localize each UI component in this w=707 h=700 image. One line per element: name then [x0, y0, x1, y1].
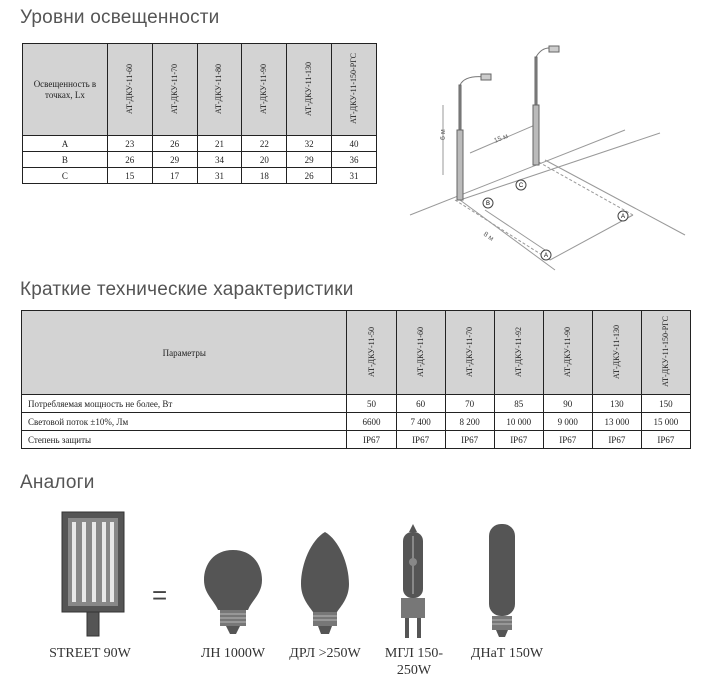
- spacing-dimension-label: 15 м: [493, 132, 510, 145]
- illumination-table: [22, 43, 377, 184]
- illumination-corner-label: Освещенность в точках, Lx: [23, 44, 108, 136]
- param-header: Параметры: [22, 311, 347, 395]
- table-cell: 7 400: [396, 413, 445, 431]
- specs-title: Краткие технические характеристики: [20, 279, 354, 300]
- table-cell: 23: [107, 136, 152, 152]
- spec-model-header: АТ-ДКУ-11-60: [396, 311, 445, 395]
- illum-model-header: АТ-ДКУ-11-90: [242, 44, 287, 136]
- metal-halide-lamp-icon: [395, 522, 431, 640]
- table-cell: IP67: [592, 431, 641, 449]
- point-a2-label: A: [543, 253, 549, 259]
- street-lighting-diagram: [395, 35, 695, 275]
- analog-label-incandescent: ЛН 1000W: [200, 646, 266, 661]
- table-row: [23, 168, 377, 184]
- table-cell: 21: [197, 136, 242, 152]
- table-cell: 26: [287, 168, 332, 184]
- table-cell: 10 000: [494, 413, 543, 431]
- spec-model-header: АТ-ДКУ-11-70: [445, 311, 494, 395]
- spec-model-header: АТ-ДКУ-11-130: [592, 311, 641, 395]
- table-cell: 13 000: [592, 413, 641, 431]
- table-cell: 50: [347, 395, 396, 413]
- spec-model-header: АТ-ДКУ-11-92: [494, 311, 543, 395]
- table-row: [22, 431, 691, 449]
- table-cell: 26: [152, 136, 197, 152]
- table-row: [22, 395, 691, 413]
- illum-model-header: АТ-ДКУ-11-80: [197, 44, 242, 136]
- table-cell: IP67: [543, 431, 592, 449]
- analog-label-street: STREET 90W: [49, 646, 131, 661]
- table-cell: 70: [445, 395, 494, 413]
- table-cell: 90: [543, 395, 592, 413]
- table-cell: 31: [197, 168, 242, 184]
- table-cell: 150: [641, 395, 690, 413]
- table-cell: 15: [107, 168, 152, 184]
- sodium-lamp-icon: [484, 522, 520, 638]
- illum-model-header: АТ-ДКУ-11-70: [152, 44, 197, 136]
- point-a-label: A: [620, 214, 626, 220]
- param-label: Световой поток ±10%, Лм: [22, 413, 347, 431]
- table-cell: 34: [197, 152, 242, 168]
- point-label: C: [23, 168, 108, 184]
- illumination-title: Уровни освещенности: [20, 7, 220, 28]
- table-cell: 18: [242, 168, 287, 184]
- table-row: [23, 152, 377, 168]
- table-cell: IP67: [445, 431, 494, 449]
- param-label: Потребляемая мощность не более, Вт: [22, 395, 347, 413]
- table-cell: 26: [107, 152, 152, 168]
- table-cell: 36: [332, 152, 377, 168]
- point-b-label: B: [485, 201, 491, 207]
- table-row: [23, 136, 377, 152]
- table-cell: 6600: [347, 413, 396, 431]
- analog-label-mercury: ДРЛ >250W: [289, 646, 361, 661]
- analog-label-sodium: ДНаТ 150W: [470, 646, 544, 661]
- illum-model-header: АТ-ДКУ-11-130: [287, 44, 332, 136]
- point-label: B: [23, 152, 108, 168]
- point-c-label: C: [518, 183, 524, 189]
- table-cell: 29: [152, 152, 197, 168]
- table-cell: 9 000: [543, 413, 592, 431]
- table-cell: 17: [152, 168, 197, 184]
- illum-model-header: АТ-ДКУ-11-60: [107, 44, 152, 136]
- table-cell: IP67: [494, 431, 543, 449]
- spec-model-header: АТ-ДКУ-11-150-РГС: [641, 311, 690, 395]
- spec-model-header: АТ-ДКУ-11-90: [543, 311, 592, 395]
- point-label: A: [23, 136, 108, 152]
- table-cell: 85: [494, 395, 543, 413]
- height-dimension-label: 6 м: [440, 129, 447, 140]
- table-cell: 32: [287, 136, 332, 152]
- table-row: [22, 413, 691, 431]
- specs-table: [21, 310, 691, 449]
- table-cell: 8 200: [445, 413, 494, 431]
- equals-sign: =: [152, 580, 168, 610]
- mercury-lamp-icon: [297, 530, 353, 636]
- table-cell: 130: [592, 395, 641, 413]
- param-label: Степень защиты: [22, 431, 347, 449]
- table-cell: IP67: [396, 431, 445, 449]
- table-cell: IP67: [641, 431, 690, 449]
- table-cell: 29: [287, 152, 332, 168]
- spec-model-header: АТ-ДКУ-11-50: [347, 311, 396, 395]
- analog-label-metal-halide: МГЛ 150-250W: [384, 646, 444, 678]
- street-led-luminaire-icon: [60, 510, 130, 638]
- width-dimension-label: 8 м: [481, 230, 495, 243]
- table-cell: 60: [396, 395, 445, 413]
- table-cell: IP67: [347, 431, 396, 449]
- analogs-title: Аналоги: [20, 472, 95, 493]
- table-cell: 22: [242, 136, 287, 152]
- illum-model-header: АТ-ДКУ-11-150-РГС: [332, 44, 377, 136]
- incandescent-bulb-icon: [202, 548, 264, 636]
- table-cell: 40: [332, 136, 377, 152]
- table-cell: 15 000: [641, 413, 690, 431]
- table-cell: 20: [242, 152, 287, 168]
- table-cell: 31: [332, 168, 377, 184]
